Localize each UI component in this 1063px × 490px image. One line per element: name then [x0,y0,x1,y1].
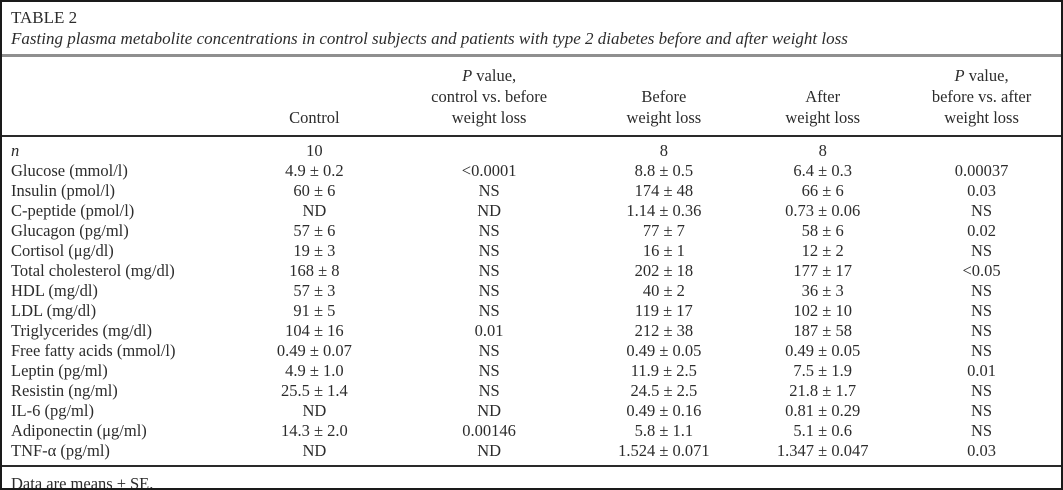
cell: 11.9 ± 2.5 [630,361,697,380]
cell: NS [971,241,993,260]
cell: ND [302,401,327,420]
cell: NS [478,181,500,200]
table-row [2,301,1061,321]
cell: 21.8 ± 1.7 [789,381,857,400]
cell: 0.00146 [462,421,516,440]
cell: 8.8 ± 0.5 [634,161,694,180]
row-label: HDL (mg/dl) [11,281,98,300]
cell: NS [478,361,500,380]
cell: ND [477,441,502,460]
cell: 16 ± 1 [642,241,685,260]
row-label: Glucose (mmol/l) [11,161,128,180]
cell: NS [971,201,993,220]
cell: 57 ± 3 [293,281,336,300]
row-label: TNF-α (pg/ml) [11,441,110,460]
cell: 0.49 ± 0.05 [785,341,861,360]
cell: NS [478,261,500,280]
table-row [2,401,1061,421]
cell: 12 ± 2 [801,241,844,260]
cell: <0.05 [962,261,1001,280]
cell: 91 ± 5 [293,301,336,320]
cell: ND [302,441,327,460]
cell: 0.01 [967,361,996,380]
cell: 0.02 [967,221,996,240]
table-label: TABLE 2 [11,8,78,27]
table-row [2,321,1061,341]
table-row [2,421,1061,441]
cell: 14.3 ± 2.0 [280,421,348,440]
table-row [2,441,1061,466]
cell: 187 ± 58 [793,321,852,340]
cell: 60 ± 6 [293,181,336,200]
column-header-before-weight-loss: Before weight loss [584,57,743,136]
table-row [2,136,1061,161]
cell: NS [478,301,500,320]
cell: 4.9 ± 0.2 [285,161,344,180]
column-header-parameter [2,57,235,136]
row-label: n [11,141,20,160]
cell: 212 ± 38 [634,321,694,340]
cell: 36 ± 3 [801,281,844,300]
cell: NS [478,281,500,300]
cell: 0.49 ± 0.05 [626,341,702,360]
row-label: Triglycerides (mg/dl) [11,321,152,340]
cell: 104 ± 16 [285,321,344,340]
row-label: Total cholesterol (mg/dl) [11,261,175,280]
table-row [2,361,1061,381]
table-row [2,261,1061,281]
data-table [2,57,1061,490]
cell: 57 ± 6 [293,221,336,240]
cell: 0.03 [967,181,996,200]
column-header-control: Control [235,57,394,136]
cell: 0.00037 [954,161,1009,180]
cell: 202 ± 18 [634,261,694,280]
table-row [2,381,1061,401]
cell: 8 [818,141,827,160]
cell: NS [971,421,993,440]
table-row [2,181,1061,201]
cell: 1.347 ± 0.047 [776,441,869,460]
cell: 24.5 ± 2.5 [630,381,698,400]
table-header [2,57,1061,136]
cell: NS [971,381,993,400]
footnote: Data are means ± SE. [2,466,1061,490]
cell: 174 ± 48 [634,181,694,200]
row-label: IL-6 (pg/ml) [11,401,94,420]
row-label: Cortisol (μg/dl) [11,241,114,260]
header-row [2,57,1061,136]
cell: NS [971,401,993,420]
cell [902,136,1061,161]
cell: 168 ± 8 [289,261,340,280]
cell: 0.03 [967,441,996,460]
cell: NS [478,341,500,360]
table-body [2,136,1061,466]
table-row [2,281,1061,301]
row-label: C-peptide (pmol/l) [11,201,135,220]
table-row [2,341,1061,361]
cell: 19 ± 3 [293,241,336,260]
cell: 8 [659,141,668,160]
cell [394,136,585,161]
row-label: Adiponectin (μg/ml) [11,421,147,440]
row-label: Glucagon (pg/ml) [11,221,129,240]
column-header-after-weight-loss: After weight loss [743,57,902,136]
cell: 77 ± 7 [642,221,685,240]
cell: 0.73 ± 0.06 [785,201,861,220]
footnote-row [2,466,1061,490]
table-footer [2,466,1061,490]
cell: NS [478,241,500,260]
cell: 5.1 ± 0.6 [793,421,852,440]
cell: 66 ± 6 [801,181,844,200]
cell: 1.524 ± 0.071 [618,441,710,460]
row-label: Leptin (pg/ml) [11,361,108,380]
cell: ND [477,201,502,220]
row-label: Free fatty acids (mmol/l) [11,341,176,360]
cell: <0.0001 [461,161,517,180]
table-title-block [2,2,1061,53]
table-row [2,201,1061,221]
cell: 0.49 ± 0.07 [276,341,352,360]
cell: NS [971,301,993,320]
cell: 40 ± 2 [642,281,685,300]
cell: ND [302,201,327,220]
column-header-pvalue-before-vs-after: P value, before vs. after weight loss [902,57,1061,136]
row-label: Insulin (pmol/l) [11,181,116,200]
cell: 0.49 ± 0.16 [626,401,702,420]
table-caption: Fasting plasma metabolite concentrations in control subjects and patients with type 2 diabetes before and after weight loss [11,29,848,48]
cell: 5.8 ± 1.1 [634,421,694,440]
cell: 119 ± 17 [634,301,693,320]
cell: 102 ± 10 [793,301,852,320]
table-row [2,241,1061,261]
cell: NS [478,381,500,400]
cell: 7.5 ± 1.9 [793,361,852,380]
cell: ND [477,401,502,420]
row-label: Resistin (ng/ml) [11,381,118,400]
cell: 0.01 [474,321,504,340]
cell: 0.81 ± 0.29 [785,401,861,420]
cell: 4.9 ± 1.0 [285,361,344,380]
cell: 6.4 ± 0.3 [793,161,852,180]
cell: 25.5 ± 1.4 [280,381,348,400]
cell: NS [971,281,993,300]
cell: NS [971,321,993,340]
cell: 58 ± 6 [801,221,844,240]
cell: 177 ± 17 [793,261,852,280]
cell: NS [478,221,500,240]
table-row [2,221,1061,241]
cell: 1.14 ± 0.36 [626,201,702,220]
table-row [2,161,1061,181]
cell: 10 [306,141,323,160]
row-label: LDL (mg/dl) [11,301,97,320]
cell: NS [971,341,993,360]
column-header-pvalue-control-vs-before: P value, control vs. before weight loss [394,57,585,136]
